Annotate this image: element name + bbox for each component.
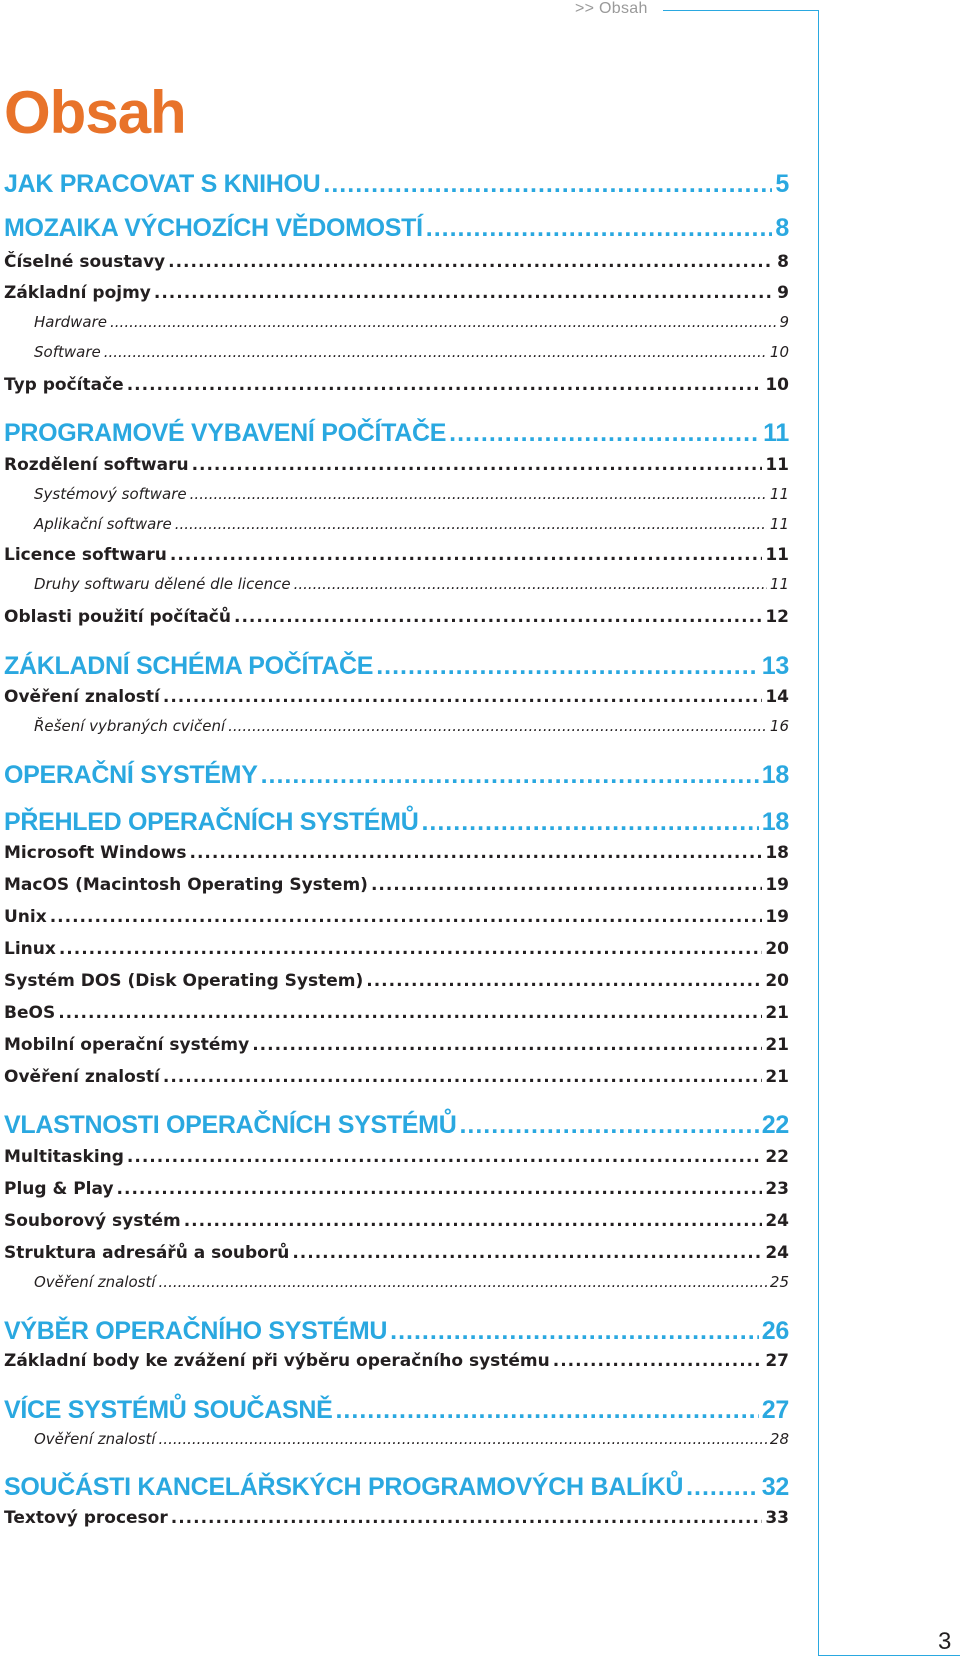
dot-leader [366, 971, 762, 991]
toc-entry-sub[interactable] [4, 1273, 789, 1291]
toc-entry-section[interactable] [4, 375, 789, 395]
toc-entry-label: PROGRAMOVÉ VYBAVENÍ POČÍTAČE [4, 419, 447, 447]
toc-entry-section[interactable] [4, 1351, 789, 1371]
toc-entry-page: 13 [761, 652, 789, 680]
toc-entry-label: Souborový systém [4, 1211, 181, 1231]
toc-entry-label: Licence softwaru [4, 545, 167, 565]
dot-leader [421, 808, 758, 837]
toc-entry-section[interactable] [4, 252, 789, 272]
toc-entry-page: 28 [769, 1430, 789, 1448]
toc-entry-page: 8 [775, 214, 789, 242]
page-number: 3 [938, 1628, 952, 1655]
toc-entry-page: 8 [777, 252, 789, 272]
dot-leader [163, 687, 762, 707]
toc-entry-chapter[interactable] [4, 1396, 789, 1425]
dot-leader [170, 545, 762, 565]
dot-leader [110, 313, 776, 331]
toc-entry-page: 20 [765, 939, 789, 959]
dot-leader [686, 1473, 759, 1502]
toc-entry-label: VÍCE SYSTÉMŮ SOUČASNĚ [4, 1396, 333, 1424]
toc-entry-sub[interactable] [4, 485, 789, 503]
page-title: Obsah [4, 79, 186, 146]
dot-leader [335, 1396, 758, 1425]
dot-leader [459, 1111, 758, 1140]
toc-entry-label: Hardware [34, 313, 108, 331]
toc-entry-page: 9 [779, 313, 789, 331]
toc-entry-section[interactable] [4, 1179, 789, 1199]
toc-entry-label: SOUČÁSTI KANCELÁŘSKÝCH PROGRAMOVÝCH BALÍKŮ [4, 1473, 684, 1501]
dot-leader [175, 515, 767, 533]
dot-leader [261, 761, 759, 790]
toc-entry-section[interactable] [4, 1067, 789, 1087]
dot-leader [294, 575, 767, 593]
toc-entry-section[interactable] [4, 1211, 789, 1231]
dot-leader [376, 652, 759, 681]
toc-entry-page: 33 [765, 1508, 789, 1528]
toc-entry-page: 5 [775, 170, 789, 198]
toc-entry-label: Ověření znalostí [4, 687, 160, 707]
toc-entry-page: 18 [765, 843, 789, 863]
toc-entry-label: Linux [4, 939, 56, 959]
toc-entry-section[interactable] [4, 607, 789, 627]
toc-entry-label: Software [34, 343, 101, 361]
toc-entry-page: 23 [765, 1179, 789, 1199]
toc-entry-page: 14 [765, 687, 789, 707]
breadcrumb: >> Obsah [575, 0, 648, 17]
toc-entry-label: Druhy softwaru dělené dle licence [34, 575, 291, 593]
toc-entry-label: PŘEHLED OPERAČNÍCH SYSTÉMŮ [4, 808, 419, 836]
toc-entry-page: 24 [765, 1243, 789, 1263]
toc-entry-section[interactable] [4, 875, 789, 895]
toc-entry-label: Základní body ke zvážení při výběru operačního systému [4, 1351, 550, 1371]
toc-entry-page: 9 [777, 283, 789, 303]
toc-entry-section[interactable] [4, 455, 789, 475]
toc-entry-chapter[interactable] [4, 214, 789, 243]
dot-leader [58, 1003, 762, 1023]
toc-entry-label: Mobilní operační systémy [4, 1035, 250, 1055]
dot-leader [390, 1317, 759, 1346]
dot-leader [171, 1508, 763, 1528]
toc-entry-page: 19 [765, 907, 789, 927]
dot-leader [292, 1243, 762, 1263]
dot-leader [127, 375, 763, 395]
toc-entry-page: 21 [765, 1003, 789, 1023]
toc-entry-page: 11 [769, 485, 789, 503]
dot-leader [159, 1273, 767, 1291]
toc-entry-chapter[interactable] [4, 1317, 789, 1346]
toc-entry-section[interactable] [4, 939, 789, 959]
dot-leader [190, 485, 767, 503]
toc-entry-page: 20 [765, 971, 789, 991]
toc-entry-page: 16 [769, 717, 789, 735]
toc-entry-label: Struktura adresářů a souborů [4, 1243, 290, 1263]
toc-entry-label: Microsoft Windows [4, 843, 187, 863]
toc-entry-page: 10 [765, 375, 789, 395]
dot-leader [50, 907, 763, 927]
toc-entry-label: Typ počítače [4, 375, 124, 395]
toc-entry-page: 21 [765, 1067, 789, 1087]
dot-leader [234, 607, 762, 627]
dot-leader [189, 843, 762, 863]
toc-entry-page: 11 [763, 419, 789, 447]
frame-right-line [818, 10, 819, 1656]
dot-leader [59, 939, 762, 959]
toc-entry-page: 11 [765, 455, 789, 475]
toc-entry-chapter[interactable] [4, 1111, 789, 1140]
toc-entry-chapter[interactable] [4, 652, 789, 681]
toc-entry-label: ZÁKLADNÍ SCHÉMA POČÍTAČE [4, 652, 374, 680]
toc-entry-page: 25 [769, 1273, 789, 1291]
toc-entry-label: BeOS [4, 1003, 56, 1023]
toc-entry-label: Multitasking [4, 1147, 124, 1167]
toc-entry-page: 18 [761, 761, 789, 789]
toc-entry-page: 24 [765, 1211, 789, 1231]
toc-entry-page: 11 [769, 515, 789, 533]
toc-entry-page: 11 [765, 545, 789, 565]
toc-entry-label: Číselné soustavy [4, 252, 166, 272]
toc-entry-label: Rozdělení softwaru [4, 455, 189, 475]
toc-entry-chapter[interactable] [4, 419, 789, 448]
toc-entry-sub[interactable] [4, 515, 789, 533]
toc-entry-label: VLASTNOSTI OPERAČNÍCH SYSTÉMŮ [4, 1111, 457, 1139]
dot-leader [163, 1067, 762, 1087]
toc-entry-page: 19 [765, 875, 789, 895]
dot-leader [323, 170, 772, 199]
toc-entry-page: 32 [761, 1473, 789, 1501]
toc-entry-label: OPERAČNÍ SYSTÉMY [4, 761, 258, 789]
dot-leader [184, 1211, 763, 1231]
toc-entry-section[interactable] [4, 545, 789, 565]
toc-entry-label: Systémový software [34, 485, 187, 503]
toc-entry-label: Textový procesor [4, 1508, 168, 1528]
toc-entry-label: MacOS (Macintosh Operating System) [4, 875, 368, 895]
toc-entry-section[interactable] [4, 283, 789, 303]
toc-entry-page: 27 [761, 1396, 789, 1424]
toc-entry-label: Ověření znalostí [34, 1273, 156, 1291]
frame-top-line [663, 10, 819, 11]
dot-leader [168, 252, 774, 272]
toc-entry-sub[interactable] [4, 343, 789, 361]
dot-leader [154, 283, 774, 303]
toc-entry-page: 22 [761, 1111, 789, 1139]
toc-entry-label: Aplikační software [34, 515, 172, 533]
toc-entry-sub[interactable] [4, 717, 789, 735]
toc-entry-page: 26 [761, 1317, 789, 1345]
toc-entry-section[interactable] [4, 843, 789, 863]
toc-entry-section[interactable] [4, 907, 789, 927]
dot-leader [192, 455, 763, 475]
toc-entry-label: Základní pojmy [4, 283, 151, 303]
toc-entry-label: Řešení vybraných cvičení [34, 717, 226, 735]
toc-entry-section[interactable] [4, 1508, 789, 1528]
toc-entry-label: Unix [4, 907, 47, 927]
toc-entry-label: MOZAIKA VÝCHOZÍCH VĚDOMOSTÍ [4, 214, 423, 242]
toc-entry-label: Plug & Play [4, 1179, 114, 1199]
toc-entry-sub[interactable] [4, 575, 789, 593]
toc-entry-label: Systém DOS (Disk Operating System) [4, 971, 364, 991]
toc-entry-label: VÝBĚR OPERAČNÍHO SYSTÉMU [4, 1317, 388, 1345]
toc-entry-chapter[interactable] [4, 1473, 789, 1502]
toc-entry-label: Ověření znalostí [34, 1430, 156, 1448]
dot-leader [449, 419, 760, 448]
toc-entry-section[interactable] [4, 1147, 789, 1167]
dot-leader [104, 343, 767, 361]
toc-entry-sub[interactable] [4, 1430, 789, 1448]
toc-entry-label: Ověření znalostí [4, 1067, 160, 1087]
toc-entry-page: 18 [761, 808, 789, 836]
toc-entry-page: 10 [769, 343, 789, 361]
toc-entry-section[interactable] [4, 1003, 789, 1023]
dot-leader [159, 1430, 767, 1448]
toc-entry-label: JAK PRACOVAT S KNIHOU [4, 170, 321, 198]
toc-entry-sub[interactable] [4, 313, 789, 331]
dot-leader [553, 1351, 763, 1371]
toc-entry-chapter[interactable] [4, 170, 789, 199]
dot-leader [426, 214, 773, 243]
toc-entry-section[interactable] [4, 1243, 789, 1263]
toc-entry-section[interactable] [4, 971, 789, 991]
dot-leader [127, 1147, 762, 1167]
toc-entry-page: 11 [769, 575, 789, 593]
toc-entry-page: 21 [765, 1035, 789, 1055]
toc-entry-chapter[interactable] [4, 761, 789, 790]
toc-entry-section[interactable] [4, 687, 789, 707]
toc-entry-page: 12 [765, 607, 789, 627]
toc-entry-section[interactable] [4, 1035, 789, 1055]
dot-leader [252, 1035, 762, 1055]
dot-leader [371, 875, 762, 895]
toc-entry-chapter[interactable] [4, 808, 789, 837]
dot-leader [117, 1179, 763, 1199]
toc-entry-label: Oblasti použití počítačů [4, 607, 231, 627]
toc-entry-page: 22 [765, 1147, 789, 1167]
dot-leader [228, 717, 767, 735]
toc-entry-page: 27 [765, 1351, 789, 1371]
